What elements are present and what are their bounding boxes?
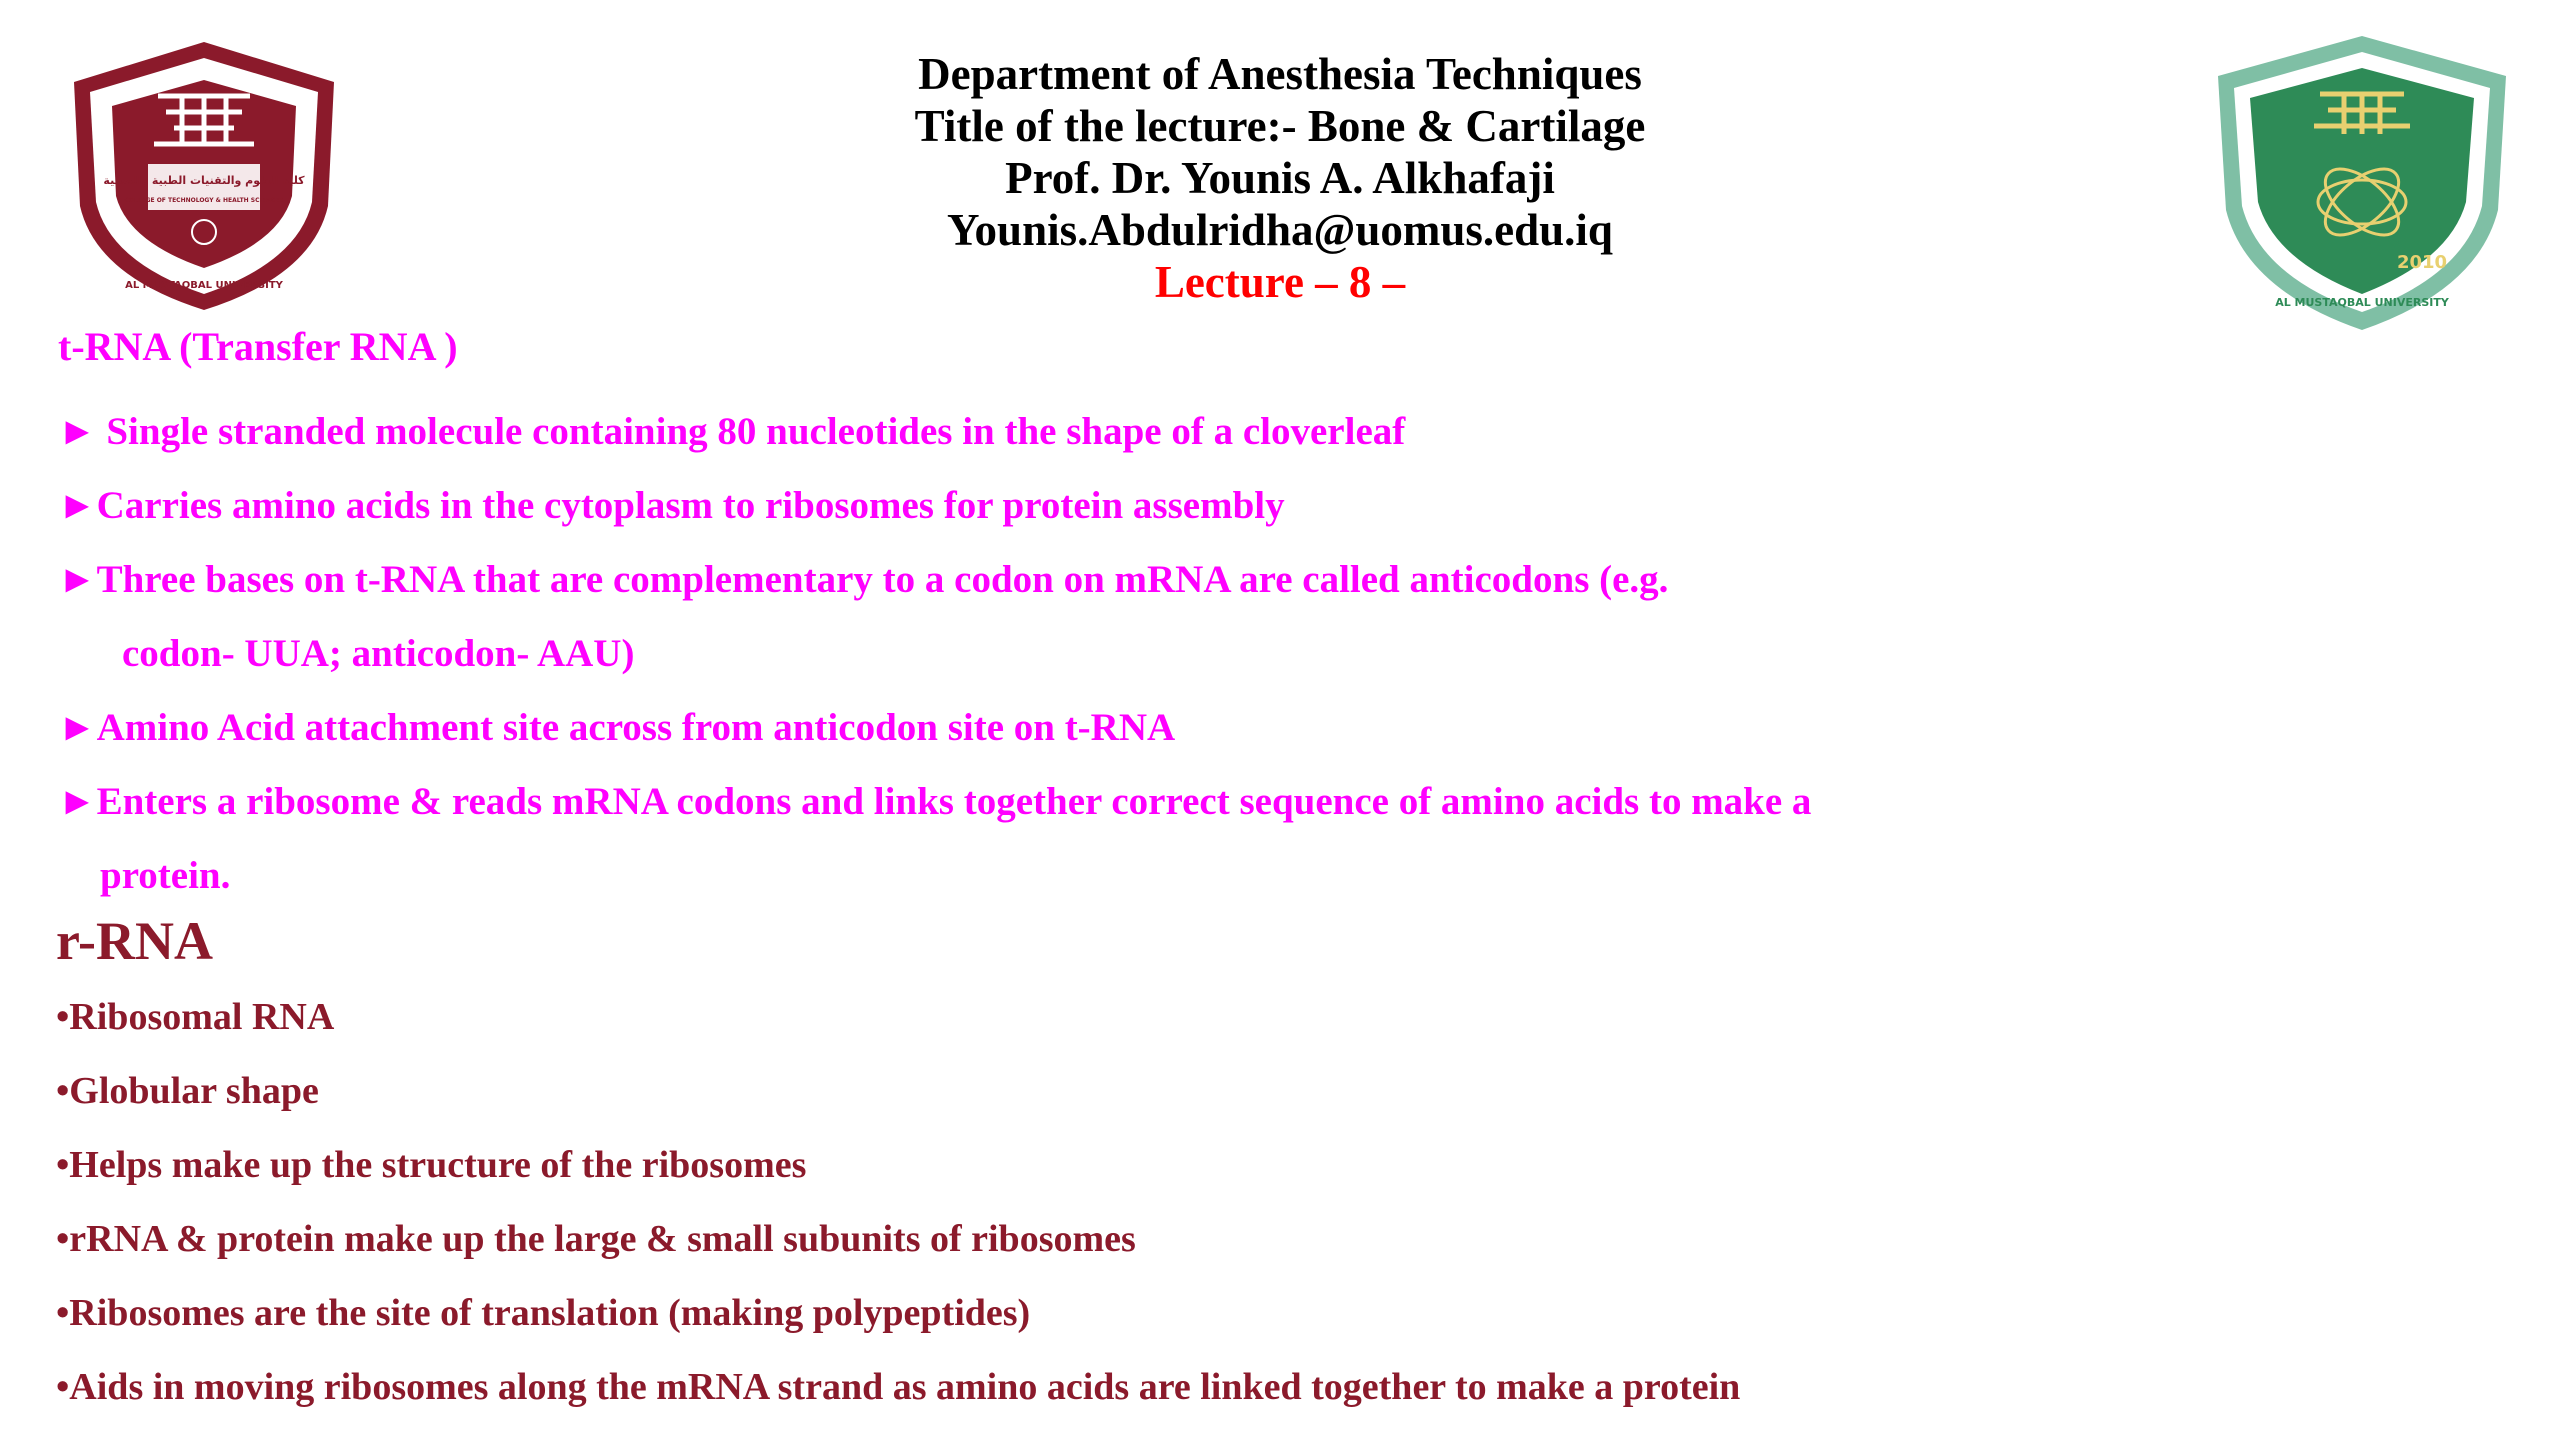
rrna-section bbox=[56, 906, 1740, 1424]
trna-bullet-item: ►Three bases on t-RNA that are complementary to a codon on mRNA are called anticodons (e.g. bbox=[58, 543, 1811, 617]
trna-continuation: codon- UUA; anticodon- AAU) bbox=[122, 632, 635, 675]
logo-inner-en: COLLEGE OF TECHNOLOGY & HEALTH SCIENCES bbox=[124, 197, 284, 204]
arrow-bullet-icon: ► bbox=[58, 484, 97, 527]
logo-inner-text: كلية العلوم والتقنيات الطبية والصحية bbox=[103, 174, 305, 187]
department-title: Department of Anesthesia Techniques bbox=[918, 49, 1642, 99]
rrna-bullet-item: •Helps make up the structure of the ribosomes bbox=[56, 1144, 807, 1186]
rrna-bullet-item: •Ribosomal RNA bbox=[56, 996, 335, 1038]
logo-year: 2010 bbox=[2396, 252, 2448, 273]
lecture-header bbox=[800, 48, 1760, 308]
rrna-bullet-item: •rRNA & protein make up the large & small subunits of ribosomes bbox=[56, 1218, 1136, 1260]
rrna-heading: r-RNA bbox=[56, 911, 213, 971]
lecture-number: Lecture – 8 – bbox=[1154, 257, 1406, 307]
trna-bullet-item: ► Single stranded molecule containing 80 nucleotides in the shape of a cloverleaf bbox=[58, 395, 1811, 469]
rrna-bullet-item: •Aids in moving ribosomes along the mRNA strand as amino acids are linked together to make a protein bbox=[56, 1366, 1741, 1408]
arrow-bullet-icon: ► bbox=[58, 410, 97, 453]
trna-bullet-item: ►Carries amino acids in the cytoplasm to ribosomes for protein assembly bbox=[58, 469, 1811, 543]
professor-name: Prof. Dr. Younis A. Alkhafaji bbox=[1005, 153, 1555, 203]
rrna-bullet-item: •Ribosomes are the site of translation (making polypeptides) bbox=[56, 1292, 1031, 1334]
arrow-bullet-icon: ► bbox=[58, 706, 97, 749]
arrow-bullet-icon: ► bbox=[58, 558, 97, 601]
trna-heading: t-RNA (Transfer RNA ) bbox=[58, 324, 458, 369]
trna-bullet-item: ►Amino Acid attachment site across from anticodon site on t-RNA bbox=[58, 691, 1811, 765]
logo-arc-text: AL MUSTAQBAL UNIVERSITY bbox=[2275, 296, 2449, 309]
trna-section bbox=[58, 323, 1811, 913]
university-logo bbox=[2210, 32, 2514, 336]
lecture-title: Title of the lecture:- Bone & Cartilage bbox=[914, 101, 1646, 151]
arrow-bullet-icon: ► bbox=[58, 780, 97, 823]
rrna-bullet-item: •Globular shape bbox=[56, 1070, 319, 1112]
email-address: Younis.Abdulridha@uomus.edu.iq bbox=[947, 205, 1613, 255]
logo-arc-text: AL MUSTAQBAL UNIVERSITY bbox=[125, 280, 283, 291]
trna-bullet-item: ►Enters a ribosome & reads mRNA codons and links together correct sequence of amino acids to make a bbox=[58, 765, 1811, 839]
college-logo bbox=[62, 36, 346, 316]
trna-continuation: protein. bbox=[100, 854, 231, 897]
